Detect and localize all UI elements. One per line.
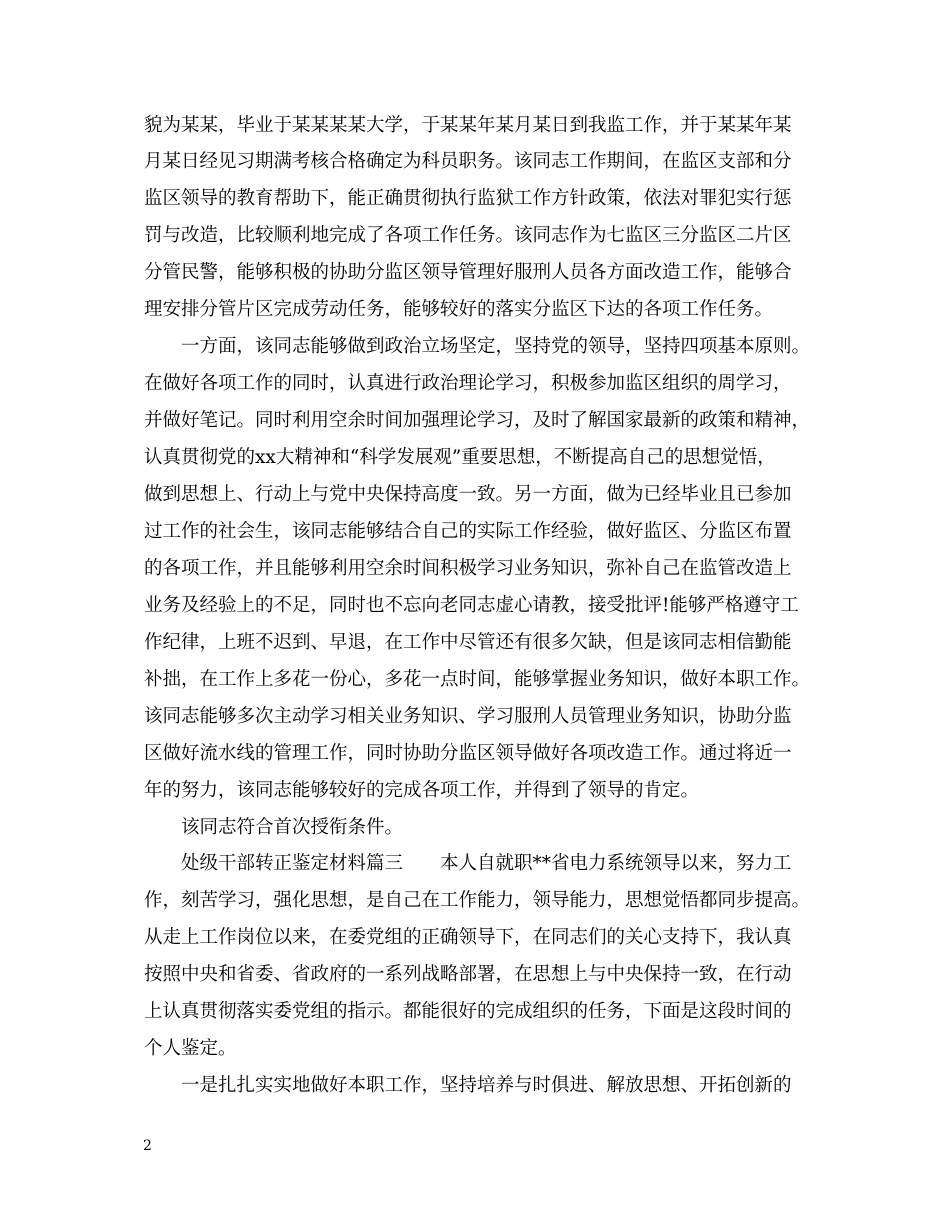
text-line: 分管民警，能够积极的协助分监区领导管理好服刑人员各方面改造工作，能够合 [144, 262, 792, 283]
text-line: 并做好笔记。同时利用空余时间加强理论学习，及时了解国家最新的政策和精神， [144, 410, 811, 431]
text-line: 貌为某某，毕业于某某某某大学，于某某年某月某日到我监工作，并于某某年某 [144, 115, 792, 136]
text-line: 作纪律，上班不迟到、早退，在工作中尽管还有很多欠缺，但是该同志相信勤能 [144, 632, 792, 653]
text-line: 处级干部转正鉴定材料篇三 本人自就职**省电力系统领导以来，努力工 [144, 853, 792, 874]
text-line: 在做好各项工作的同时，认真进行政治理论学习，积极参加监区组织的周学习， [144, 373, 792, 394]
text-line: 罚与改造，比较顺利地完成了各项工作任务。该同志作为七监区三分监区二片区 [144, 225, 792, 246]
text-line: 月某日经见习期满考核合格确定为科员职务。该同志工作期间，在监区支部和分 [144, 151, 792, 172]
text-line: 一方面，该同志能够做到政治立场坚定，坚持党的领导，坚持四项基本原则。 [144, 336, 811, 357]
text-line: 上认真贯彻落实委党组的指示。都能很好的完成组织的任务，下面是这段时间的 [144, 1001, 792, 1022]
text-line: 做到思想上、行动上与党中央保持高度一致。另一方面，做为已经毕业且已参加 [144, 484, 792, 505]
text-line: 补拙，在工作上多花一份心，多花一点时间，能够掌握业务知识，做好本职工作。 [144, 669, 811, 690]
text-line: 从走上工作岗位以来，在委党组的正确领导下，在同志们的关心支持下，我认真 [144, 927, 792, 948]
text-line: 的各项工作，并且能够利用空余时间积极学习业务知识，弥补自己在监管改造上 [144, 558, 792, 579]
text-line: 年的努力，该同志能够较好的完成各项工作，并得到了领导的肯定。 [144, 780, 700, 801]
text-line: 过工作的社会生，该同志能够结合自己的实际工作经验，做好监区、分监区布置 [144, 521, 792, 542]
text-line: 作，刻苦学习，强化思想，是自己在工作能力，领导能力，思想觉悟都同步提高。 [144, 890, 811, 911]
text-line: 认真贯彻党的xx大精神和“科学发展观”重要思想，不断提高自己的思想觉悟， [144, 447, 776, 468]
page-number: 2 [143, 1138, 152, 1154]
text-line: 业务及经验上的不足，同时也不忘向老同志虚心请教，接受批评!能够严格遵守工 [144, 595, 799, 616]
text-line: 该同志符合首次授衔条件。 [144, 817, 404, 838]
text-line: 理安排分管片区完成劳动任务，能够较好的落实分监区下达的各项工作任务。 [144, 299, 774, 320]
text-line: 个人鉴定。 [144, 1038, 237, 1059]
text-line: 监区领导的教育帮助下，能正确贯彻执行监狱工作方针政策，依法对罪犯实行惩 [144, 188, 792, 209]
text-line: 该同志能够多次主动学习相关业务知识、学习服刑人员管理业务知识，协助分监 [144, 706, 792, 727]
text-line: 按照中央和省委、省政府的一系列战略部署，在思想上与中央保持一致，在行动 [144, 964, 792, 985]
text-line: 一是扎扎实实地做好本职工作，坚持培养与时俱进、解放思想、开拓创新的 [144, 1075, 792, 1096]
text-line: 区做好流水线的管理工作，同时协助分监区领导做好各项改造工作。通过将近一 [144, 743, 792, 764]
